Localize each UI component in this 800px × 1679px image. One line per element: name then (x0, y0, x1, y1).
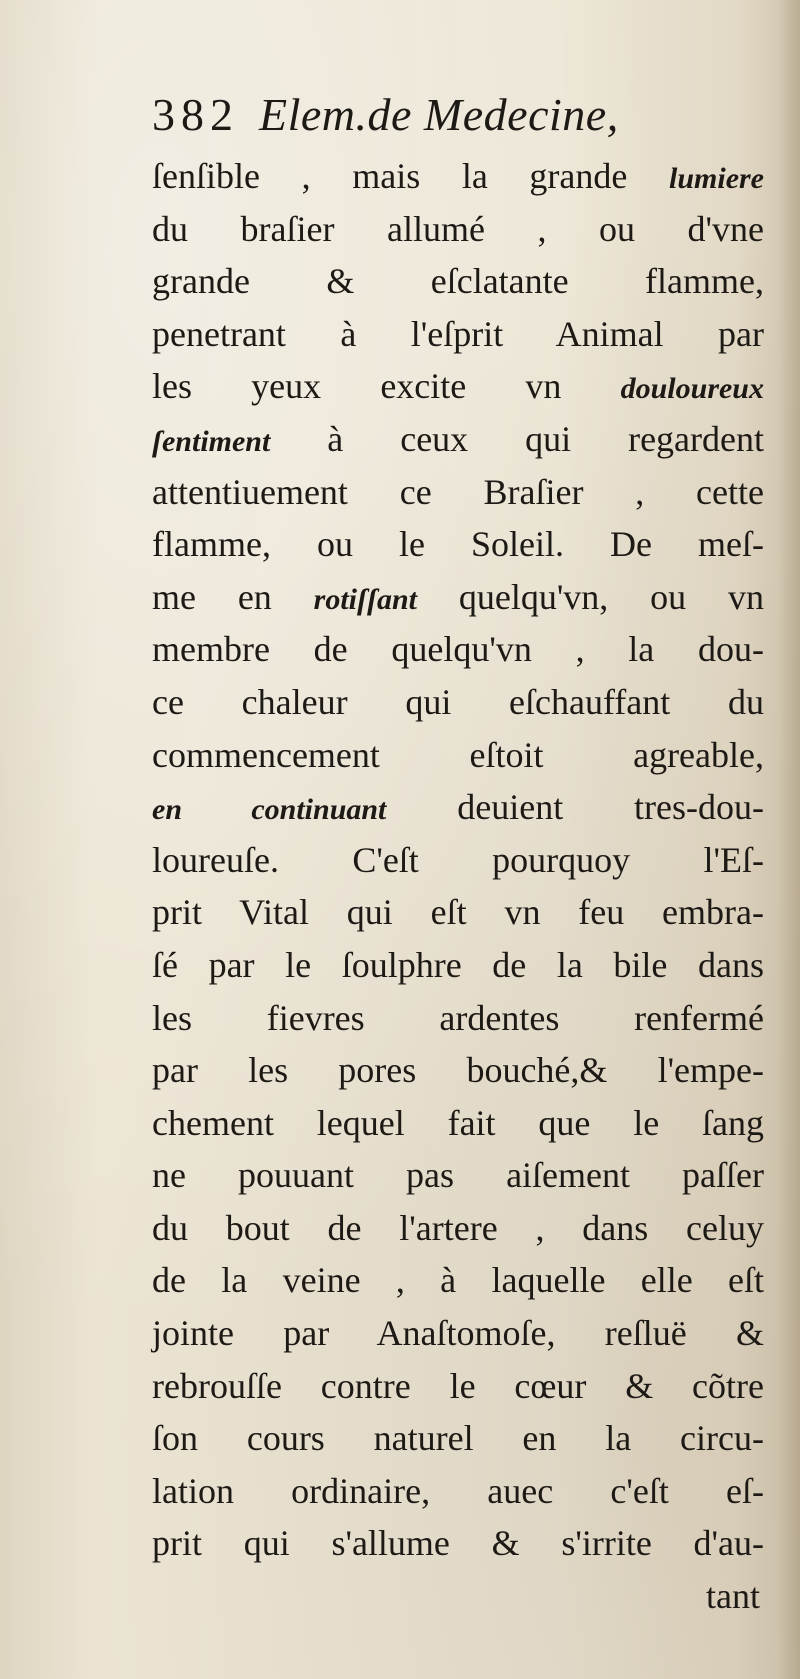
text-run: prit qui s'allume & s'irrite d'au- (152, 1523, 764, 1564)
text-run: attentiuement ce Braſier , cette (152, 471, 764, 512)
italic-emphasis: en continuant (152, 793, 387, 827)
text-line (152, 466, 764, 519)
text-run: du braſier allumé , ou d'vne (152, 208, 764, 249)
text-run: ce chaleur qui eſchauffant du (152, 681, 764, 722)
italic-emphasis: ſentiment (152, 424, 271, 458)
text-run: loureuſe. C'eſt pourquoy l'Eſ- (152, 839, 764, 880)
text-line (152, 623, 764, 676)
text-run: par les pores bouché,& l'empe- (152, 1050, 764, 1091)
text-line (152, 1412, 764, 1465)
text-run: rebrouſſe contre le cœur & cõtre (152, 1365, 764, 1406)
text-run: grande & eſclatante flamme, (152, 261, 764, 302)
text-line (152, 1254, 764, 1307)
text-run: deuient tres-dou- (386, 787, 764, 828)
page-header (152, 88, 619, 144)
text-line (152, 886, 764, 939)
italic-emphasis: lumiere (669, 162, 764, 195)
body-text (152, 150, 764, 1623)
text-run: commencement eſtoit agreable, (152, 734, 764, 775)
text-run: ne pouuant pas aiſement paſſer (152, 1155, 764, 1196)
text-line (152, 1360, 764, 1413)
text-line (152, 939, 764, 992)
text-run: jointe par Anaſtomoſe, reſluë & (152, 1313, 764, 1354)
text-run: de la veine , à laquelle elle eſt (152, 1260, 764, 1301)
text-line (152, 150, 764, 203)
text-line (152, 413, 764, 466)
text-run: penetrant à l'eſprit Animal par (152, 313, 764, 354)
text-line (152, 308, 764, 361)
text-line (152, 1465, 764, 1518)
text-line (152, 203, 764, 256)
text-line (152, 255, 764, 308)
text-run: flamme, ou le Soleil. De meſ- (152, 524, 764, 565)
text-run: à ceux qui regardent (270, 418, 764, 459)
page-number: 382 (152, 89, 239, 140)
text-line (152, 1307, 764, 1360)
italic-emphasis: rotiſſant (313, 582, 417, 616)
text-run: ſon cours naturel en la circu- (152, 1418, 764, 1459)
text-line (152, 360, 764, 413)
text-line (152, 1517, 764, 1570)
running-title: Elem.de Medecine, (259, 89, 619, 140)
text-line (152, 781, 764, 834)
text-run: chement lequel fait que le ſang (152, 1102, 764, 1143)
italic-emphasis: douloureux (620, 372, 764, 406)
text-line (152, 518, 764, 571)
catchword: tant (706, 1576, 760, 1617)
text-run: ſenſible , mais la grande (152, 156, 669, 196)
text-run: prit Vital qui eſt vn feu embra- (152, 892, 764, 933)
text-line (152, 571, 764, 624)
text-line (152, 676, 764, 729)
text-run: membre de quelqu'vn , la dou- (152, 629, 764, 670)
text-line (152, 1149, 764, 1202)
text-line (152, 1097, 764, 1150)
text-line (152, 1202, 764, 1255)
text-run: les yeux excite vn (152, 366, 621, 407)
text-line (152, 834, 764, 887)
page-gutter-shadow (778, 0, 800, 1679)
text-run: me en (152, 576, 314, 617)
text-run: lation ordinaire, auec c'eſt eſ- (152, 1470, 764, 1511)
text-run: les fievres ardentes renfermé (152, 997, 764, 1038)
text-line (152, 729, 764, 782)
text-run: ſé par le ſoulphre de la bile dans (152, 944, 764, 985)
text-run: quelqu'vn, ou vn (417, 576, 764, 617)
text-line (152, 1044, 764, 1097)
text-run: du bout de l'artere , dans celuy (152, 1207, 764, 1248)
text-line (152, 992, 764, 1045)
